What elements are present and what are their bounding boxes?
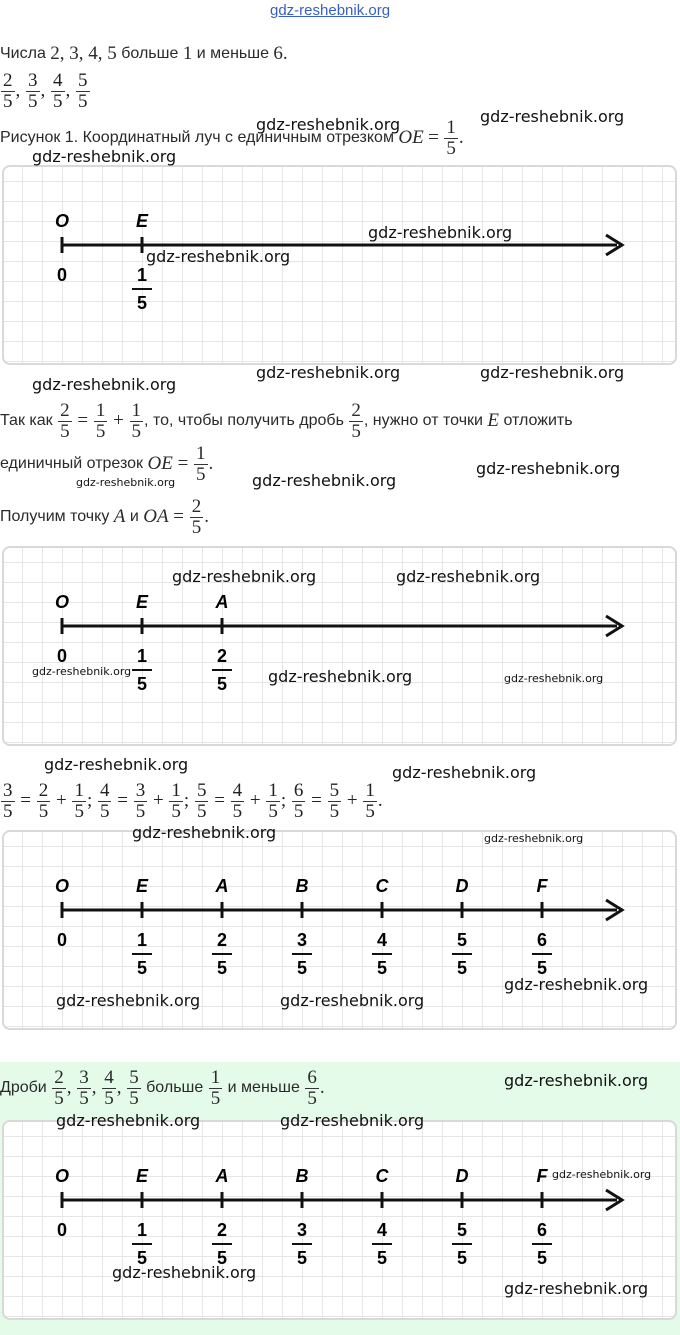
figure-caption: Рисунок 1. Координатный луч с единичным отрезком OE = $\frac{1}{5}$ .: [0, 116, 464, 159]
watermark: gdz-reshebnik.org: [256, 363, 401, 382]
watermark: gdz-reshebnik.org: [280, 1111, 425, 1130]
point-label-e: E: [135, 211, 149, 231]
fraction: $\frac{4}{5}$: [53, 69, 63, 112]
fraction: $\frac{1}{5}$: [446, 116, 456, 159]
ray-svg: [2, 546, 677, 746]
coord-denominator: 5: [536, 1248, 548, 1268]
coord-numerator: 2: [216, 930, 228, 950]
watermark: gdz-reshebnik.org: [32, 375, 177, 394]
watermark: gdz-reshebnik.org: [368, 223, 513, 242]
svg-text:0: 0: [56, 646, 68, 666]
coord-zero: 0: [56, 265, 68, 285]
watermark: gdz-reshebnik.org: [484, 832, 584, 845]
paragraph-explanation-2: единичный отрезок OE = $\frac{1}{5}$ .: [0, 442, 214, 485]
math-number: 2: [50, 43, 60, 64]
coord-denominator: 5: [216, 958, 228, 978]
math-number: 3: [69, 43, 79, 64]
coord-numerator: 6: [536, 1220, 548, 1240]
coord-numerator: 5: [456, 1220, 468, 1240]
point-label-f: F: [536, 876, 548, 896]
watermark: gdz-reshebnik.org: [552, 1168, 652, 1181]
coord-denominator: 5: [136, 958, 148, 978]
point-label-d: D: [455, 876, 469, 896]
watermark: gdz-reshebnik.org: [56, 1111, 201, 1130]
coord-denominator: 5: [136, 1248, 148, 1268]
coord-numerator: 2: [216, 1220, 228, 1240]
site-header-link[interactable]: gdz-reshebnik.org: [270, 2, 391, 19]
point-label-o: O: [54, 592, 70, 612]
point-label-a: A: [215, 876, 229, 896]
text-prefix: Числа: [0, 45, 46, 62]
watermark: gdz-reshebnik.org: [504, 975, 649, 994]
watermark: gdz-reshebnik.org: [504, 1071, 649, 1090]
svg-text:5: 5: [216, 674, 228, 694]
coord-numerator: 1: [136, 930, 148, 950]
math-number: 5: [107, 43, 117, 64]
fraction: $\frac{5}{5}$: [78, 69, 88, 112]
watermark: gdz-reshebnik.org: [256, 115, 401, 134]
watermark: gdz-reshebnik.org: [132, 823, 277, 842]
fraction: $\frac{2}{5}$: [3, 69, 13, 112]
point-label-a: A: [215, 592, 229, 612]
coord-denominator: 5: [296, 958, 308, 978]
watermark: gdz-reshebnik.org: [504, 1279, 649, 1298]
coord-denominator: 5: [296, 1248, 308, 1268]
coordinate-ray-figure-1: [2, 165, 677, 365]
coord-numerator: 3: [296, 1220, 308, 1240]
coord-numerator: 1: [136, 265, 148, 285]
coord-denominator: 5: [456, 958, 468, 978]
paragraph-numbers: Числа 2 , 3 , 4 , 5 больше 1 и меньше 6 .: [0, 43, 288, 64]
watermark: gdz-reshebnik.org: [32, 147, 177, 166]
watermark: gdz-reshebnik.org: [392, 763, 537, 782]
point-label-c: C: [375, 1166, 389, 1186]
point-label-e: E: [135, 876, 149, 896]
point-label-c: C: [375, 876, 389, 896]
math-number: 4: [88, 43, 98, 64]
watermark: gdz-reshebnik.org: [32, 665, 132, 678]
coord-denominator: 5: [536, 958, 548, 978]
watermark: gdz-reshebnik.org: [76, 476, 176, 489]
coord-denominator: 5: [216, 1248, 228, 1268]
watermark: gdz-reshebnik.org: [112, 1263, 257, 1282]
ray-svg: [2, 165, 677, 365]
svg-text:2: 2: [216, 646, 228, 666]
math-var: OE: [398, 127, 424, 148]
point-label-b: B: [295, 876, 309, 896]
watermark: gdz-reshebnik.org: [396, 567, 541, 586]
coord-numerator: 5: [456, 930, 468, 950]
coord-denominator: 5: [136, 293, 148, 313]
watermark: gdz-reshebnik.org: [172, 567, 317, 586]
watermark: gdz-reshebnik.org: [480, 107, 625, 126]
point-label-e: E: [135, 1166, 149, 1186]
coord-numerator: 1: [136, 1220, 148, 1240]
text-more: больше: [121, 45, 179, 62]
fraction-list: $\frac{2}{5}$ , $\frac{3}{5}$ , $\frac{4}{5}$ , $\frac{5}{5}$: [3, 69, 88, 112]
watermark: gdz-reshebnik.org: [56, 991, 201, 1010]
watermark: gdz-reshebnik.org: [252, 471, 397, 490]
coord-denominator: 5: [376, 1248, 388, 1268]
watermark: gdz-reshebnik.org: [504, 672, 604, 685]
point-label-b: B: [295, 1166, 309, 1186]
equation-line: $\frac{3}{5}$ = $\frac{2}{5}$ + $\frac{1}{5}$ ; $\frac{4}{5}$ = $\frac{3}{5}$ + $\frac{1}{5}$ ; $\frac{5}{5}$ = $\frac{4}{5}$ + $\frac{1}{5}$ ; $\frac{6}{5}$ = $\frac{5}{5}$ + $\frac{1}{5}$ .: [3, 779, 383, 822]
point-label-o: O: [54, 211, 70, 231]
point-label-a: A: [215, 1166, 229, 1186]
math-number: 6: [273, 43, 283, 64]
coord-numerator: 4: [376, 1220, 388, 1240]
coord-numerator: 6: [536, 930, 548, 950]
coord-numerator: 4: [376, 930, 388, 950]
text-less: и меньше: [196, 45, 269, 62]
watermark: gdz-reshebnik.org: [476, 459, 621, 478]
svg-text:5: 5: [136, 674, 148, 694]
watermark: gdz-reshebnik.org: [480, 363, 625, 382]
point-label-f: F: [536, 1166, 548, 1186]
point-label-o: O: [54, 1166, 70, 1186]
coord-denominator: 5: [456, 1248, 468, 1268]
coord-numerator: 3: [296, 930, 308, 950]
final-statement: Дроби $\frac{2}{5}$ , $\frac{3}{5}$ , $\frac{4}{5}$ , $\frac{5}{5}$ больше $\frac{1}{5}$ и меньше $\frac{6}{5}$ .: [0, 1066, 325, 1109]
watermark: gdz-reshebnik.org: [146, 247, 291, 266]
watermark: gdz-reshebnik.org: [280, 991, 425, 1010]
coord-zero: 0: [56, 1220, 68, 1240]
paragraph-explanation: Так как $\frac{2}{5}$ = $\frac{1}{5}$ + $\frac{1}{5}$ , то, чтобы получить дробь $\frac{2}{5}$ , нужно от точки E отложить: [0, 399, 573, 442]
point-label-d: D: [455, 1166, 469, 1186]
point-label-o: O: [54, 876, 70, 896]
watermark: gdz-reshebnik.org: [44, 755, 189, 774]
watermark: gdz-reshebnik.org: [268, 667, 413, 686]
point-label-e: E: [135, 592, 149, 612]
svg-text:1: 1: [136, 646, 148, 666]
math-number: 1: [182, 43, 193, 64]
coordinate-ray-figure-2: [2, 546, 677, 746]
fraction: $\frac{3}{5}$: [28, 69, 38, 112]
coord-denominator: 5: [376, 958, 388, 978]
paragraph-point-a: Получим точку A и OA = $\frac{2}{5}$ .: [0, 495, 210, 538]
coord-zero: 0: [56, 930, 68, 950]
